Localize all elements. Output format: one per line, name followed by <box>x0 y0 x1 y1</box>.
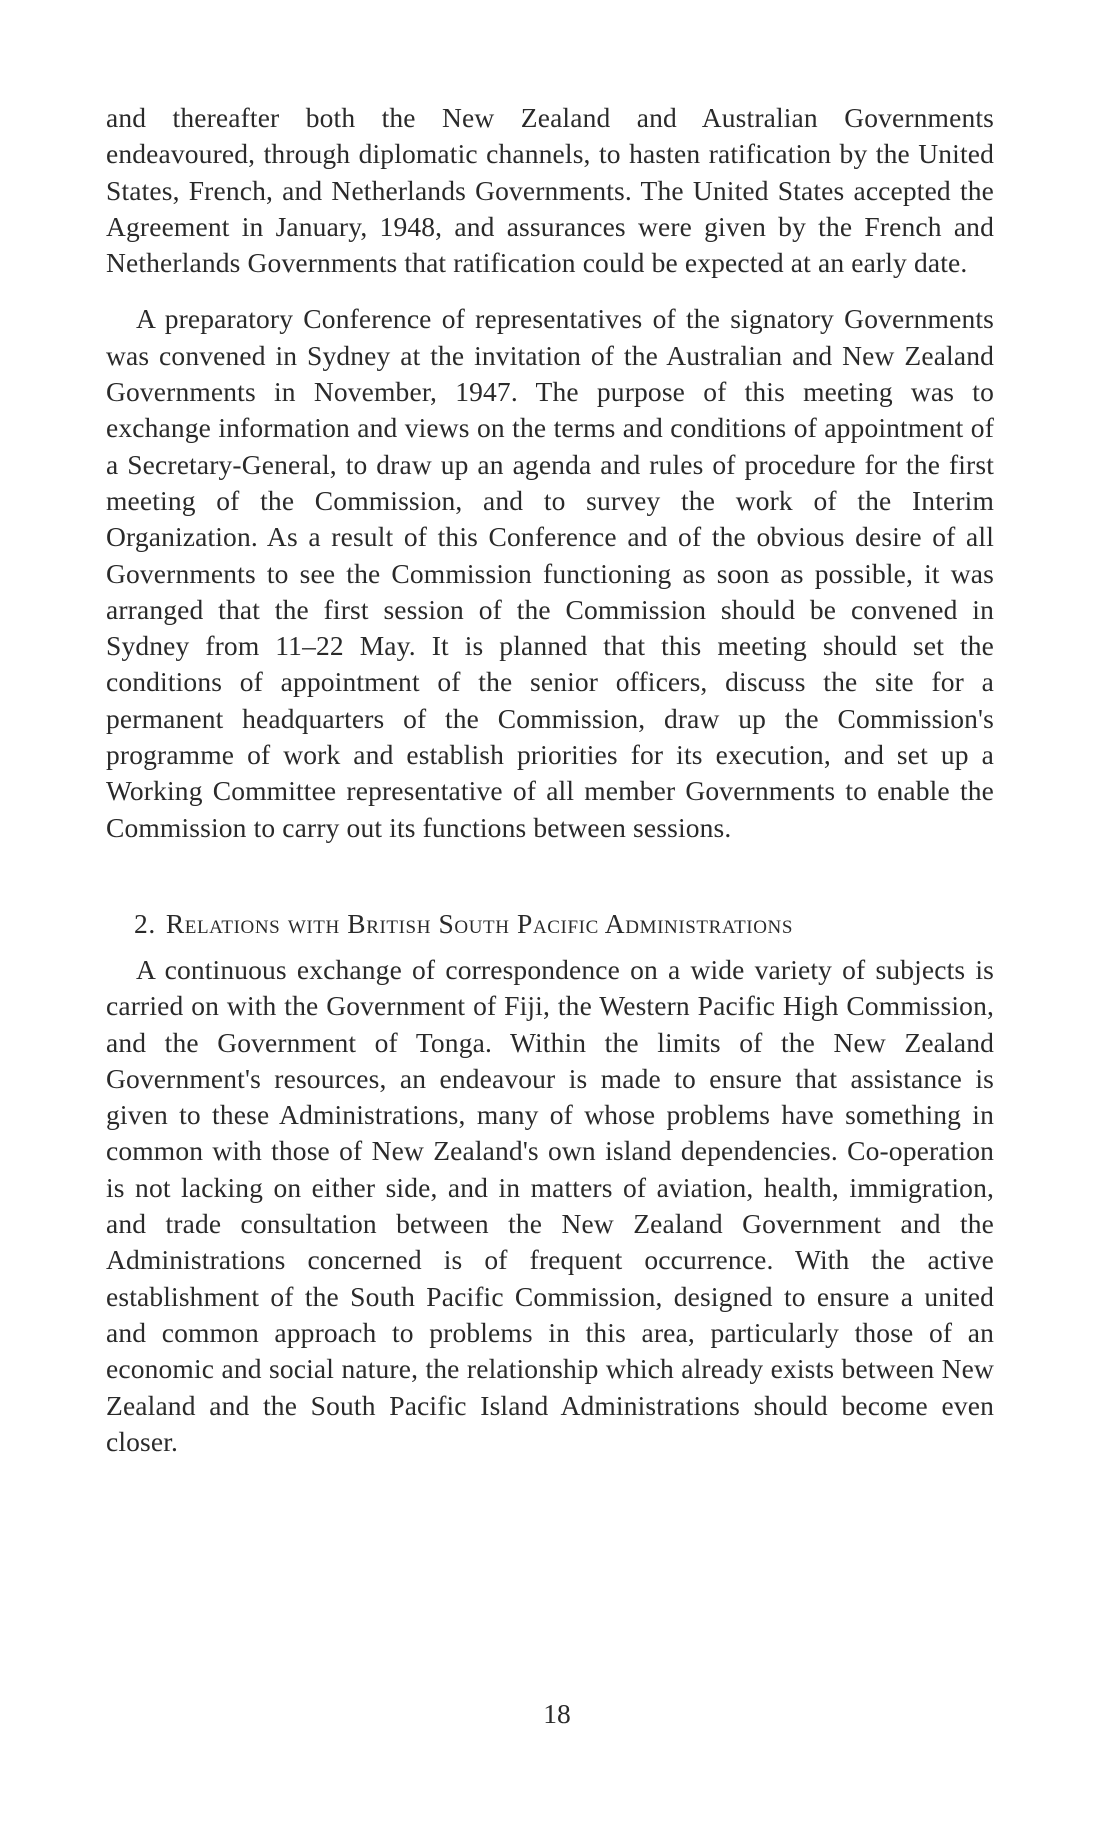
page-body <box>106 100 994 1460</box>
section-number: 2. <box>134 907 156 939</box>
page-number: 18 <box>543 1698 571 1729</box>
paragraph-relations: A continuous exchange of correspondence on a wide variety of subjects is carried on with the Government of Fiji, the Western Pacific High Commission, and the Government of Tonga. Within the limits of the New Zealand Government's resources, an endeavour is made to ensure that assistance is given to these Administrations, many of whose problems have something in common with those of New Zealand's own island dependencies. Co-operation is not lacking on either side, and in matters of aviation, health, immigration, and trade consultation between the New Zealand Government and the Administrations concerned is of frequent occurrence. With the active establishment of the South Pacific Commission, designed to ensure a united and common approach to problems in this area, particularly those of an economic and social nature, the relationship which already exists between New Zealand and the South Pacific Island Administrations should become even closer. <box>106 953 994 1457</box>
paragraph-preparatory-conference: A preparatory Conference of representatives of the signatory Governments was convened in Sydney at the invitation of the Australian and New Zealand Governments in November, 1947. The purpose of this meeting was to exchange information and views on the terms and conditions of appointment of a Secretary-General, to draw up an agenda and rules of procedure for the first meeting of the Commission, and to survey the work of the Interim Organization. As a result of this Conference and of the obvious desire of all Governments to see the Commission functioning as soon as possible, it was arranged that the first session of the Commission should be convened in Sydney from 11–22 May. It is planned that this meeting should set the conditions of appointment of the senior officers, discuss the site for a permanent headquarters of the Commission, draw up the Commission's programme of work and establish priorities for its execution, and set up a Working Committee representative of all member Governments to enable the Commission to carry out its functions between sessions. <box>106 303 994 843</box>
section-heading <box>134 906 994 942</box>
paragraph-gap <box>106 281 994 301</box>
paragraph-ratification: and thereafter both the New Zealand and Australian Governments endeavoured, through diplomatic channels, to hasten ratification by the United States, French, and Netherlands Governments. The United States accepted the Agreement in January, 1948, and assurances were given by the French and Netherlands Governments that ratification could be expected at an early date. <box>106 102 994 279</box>
section-title: Relations with British South Pacific Administrations <box>165 907 794 939</box>
